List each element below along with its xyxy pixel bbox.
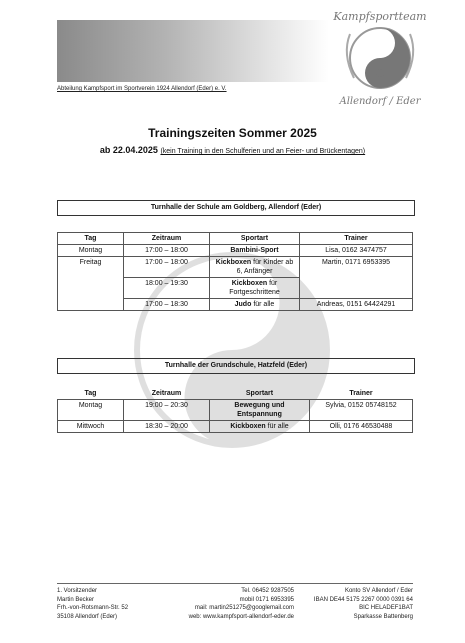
venue2-table	[57, 388, 413, 433]
footer-mail: mail: martin251275@googlemail.com	[194, 605, 294, 611]
table-row	[58, 400, 413, 421]
header-trainer: Trainer	[300, 233, 413, 245]
table-header-row	[58, 233, 413, 245]
cell-sport	[210, 245, 300, 257]
footer-line: BIC HELADEF1BAT	[359, 605, 413, 611]
cell-day: Montag	[58, 245, 124, 257]
subtitle-note: (kein Training in den Schulferien und an Feier- und Brückentagen)	[160, 148, 366, 155]
venue2-title: Turnhalle der Grundschule, Hatzfeld (Eder)	[57, 358, 415, 374]
cell-sport	[210, 278, 300, 299]
footer-line: Martin Becker	[57, 596, 95, 603]
table-row	[58, 421, 413, 433]
table-header-row	[58, 388, 413, 400]
footer-web: web: www.kampfsport-allendorf-eder.de	[188, 613, 294, 620]
footer-bank	[298, 587, 413, 621]
cell-time: 18:30 – 20:00	[124, 421, 210, 433]
sport-name: Kickboxen	[215, 259, 252, 266]
header-day: Tag	[58, 233, 124, 245]
page-subtitle	[0, 145, 465, 155]
cell-time: 17:00 – 18:00	[124, 257, 210, 278]
cell-day: Mittwoch	[58, 421, 124, 433]
cell-sport	[210, 257, 300, 278]
cell-time: 17:00 – 18:00	[124, 245, 210, 257]
sport-detail: für Kinder ab 6, Anfänger	[236, 259, 294, 275]
header-subline: Abteilung Kampfsport im Sportverein 1924 Allendorf (Eder) e. V.	[57, 86, 227, 92]
cell-sport	[210, 299, 300, 311]
subtitle-date: ab 22.04.2025	[99, 145, 158, 155]
venue1-table	[57, 232, 413, 311]
sport-name: Bewegung und Entspannung	[234, 402, 285, 418]
header-sport: Sportart	[210, 233, 300, 245]
cell-day: Freitag	[58, 257, 124, 311]
footer-line: 35108 Allendorf (Eder)	[57, 613, 118, 620]
cell-time: 18:00 – 19:30	[124, 278, 210, 299]
cell-trainer: Lisa, 0162 3474757	[300, 245, 413, 257]
cell-trainer: Andreas, 0151 64424291	[300, 299, 413, 311]
sport-name: Judo	[234, 301, 252, 308]
footer-line: Sparkasse Battenberg	[353, 613, 413, 620]
footer-phone: Tel. 06452 9287505	[241, 588, 294, 594]
footer-contact	[168, 587, 294, 621]
header-gradient-banner	[57, 20, 329, 82]
cell-sport	[210, 400, 310, 421]
footer-divider	[57, 583, 413, 584]
cell-day: Montag	[58, 400, 124, 421]
page-title: Trainingszeiten Sommer 2025	[148, 126, 317, 140]
sport-name: Kickboxen	[230, 423, 266, 430]
table-row	[58, 257, 413, 278]
venue1-title: Turnhalle der Schule am Goldberg, Allendorf (Eder)	[57, 200, 415, 216]
footer-line: 1. Vorsitzender	[57, 588, 98, 594]
logo-text-bottom: Allendorf / Eder	[339, 96, 421, 107]
sport-detail: für Fortgeschrittene	[229, 280, 280, 296]
cell-time: 19:00 – 20:30	[124, 400, 210, 421]
table-row	[58, 245, 413, 257]
logo-text-top: Kampfsportteam	[333, 10, 427, 23]
cell-trainer: Olli, 0176 46530488	[310, 421, 413, 433]
footer-chairman	[57, 587, 128, 621]
footer-line: IBAN DE44 5175 2267 0000 0391 64	[313, 596, 413, 603]
header-time: Zeitraum	[124, 233, 210, 245]
header-day: Tag	[58, 388, 124, 400]
header-trainer: Trainer	[310, 388, 413, 400]
footer-line: Frh.-von-Rotsmann-Str. 52	[57, 605, 129, 611]
sport-name: Bambini-Sport	[230, 247, 279, 254]
cell-trainer: Sylvia, 0152 05748152	[310, 400, 413, 421]
header-sport: Sportart	[210, 388, 310, 400]
footer-line: Konto SV Allendorf / Eder	[344, 588, 413, 594]
footer-mobile: mobil 0171 6953395	[239, 596, 294, 603]
cell-time: 17:00 – 18:30	[124, 299, 210, 311]
sport-detail: für alle	[251, 301, 275, 308]
sport-name: Kickboxen	[231, 280, 268, 287]
header-time: Zeitraum	[124, 388, 210, 400]
cell-trainer: Martin, 0171 6953395	[300, 257, 413, 299]
sport-detail: für alle	[265, 423, 289, 430]
club-logo	[330, 4, 430, 112]
cell-sport	[210, 421, 310, 433]
